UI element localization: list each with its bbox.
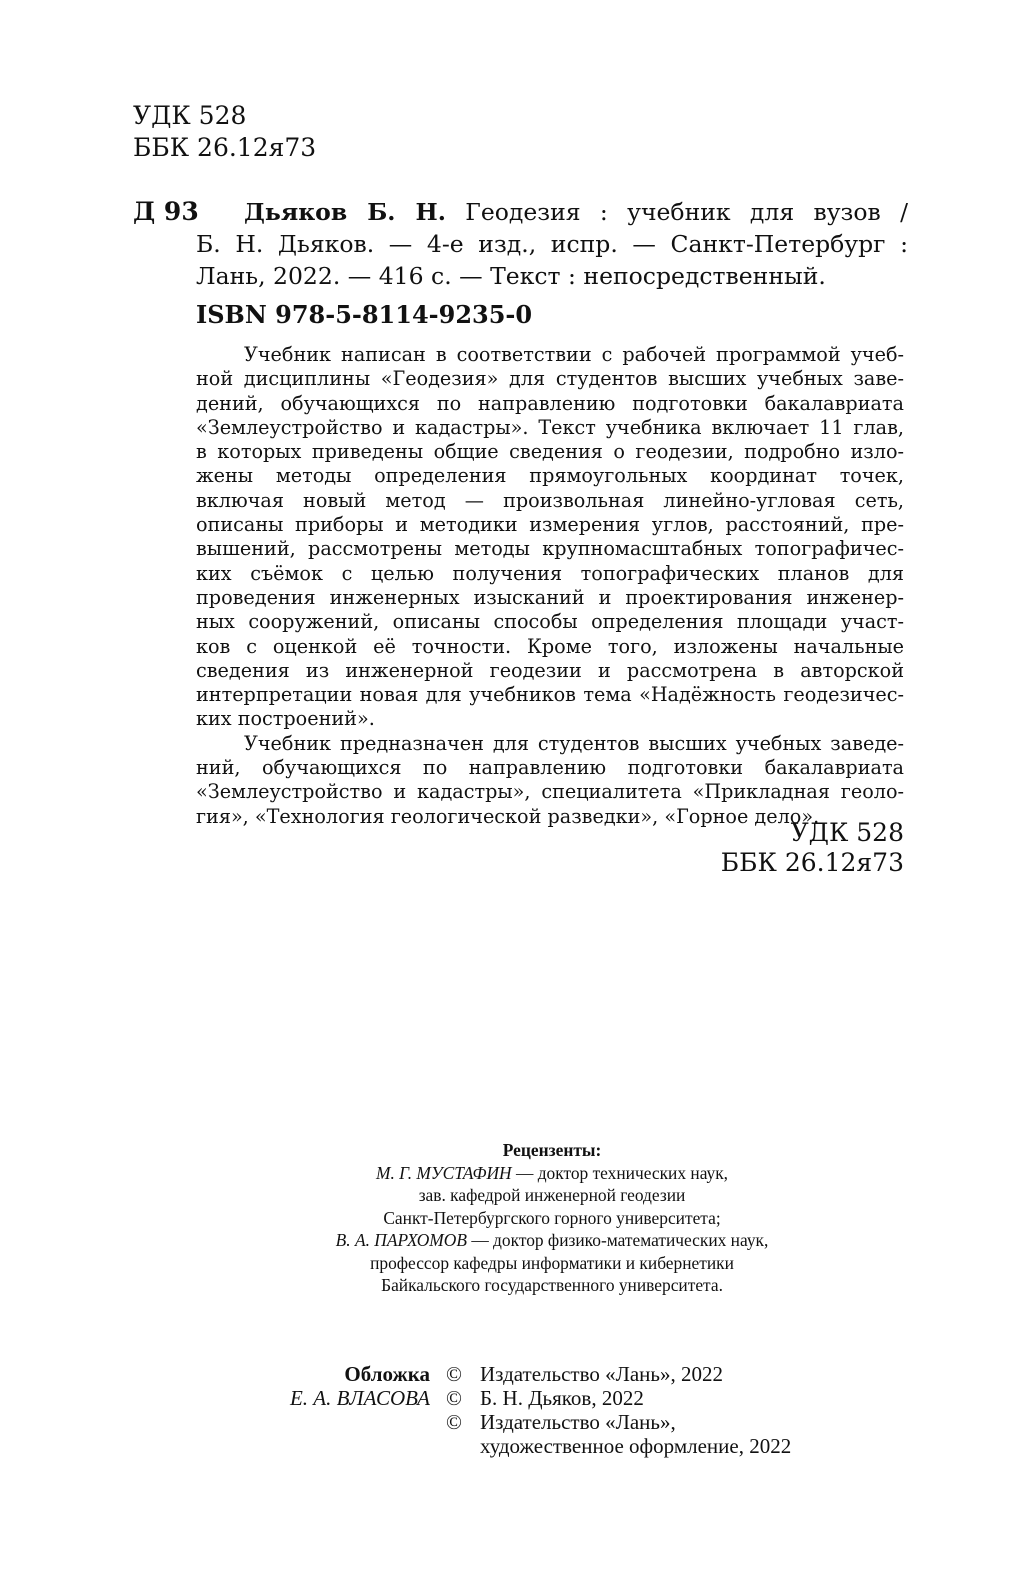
abstract-line: включая новый метод — произвольная линейно-угловая сеть,: [196, 488, 904, 512]
abstract-line: ких построений».: [196, 707, 375, 731]
bbk-code: ББК 26.12я73: [133, 133, 317, 162]
reviewer-2-line-1: [196, 1229, 908, 1252]
reviewer-2-title: — доктор физико-математических наук,: [466, 1230, 769, 1250]
classification-bottom: [721, 818, 904, 878]
abstract-line: «Землеустройство и кадастры». Текст учебника включает 11 глав,: [196, 415, 904, 439]
copyright-line: [446, 1386, 791, 1410]
isbn: ISBN 978-5-8114-9235-0: [196, 300, 533, 329]
abstract-line: сведения из инженерной геодезии и рассмотрена в авторской: [196, 658, 904, 682]
copyright-line: [446, 1362, 791, 1386]
abstract-line: проведения инженерных изысканий и проектирования инженер-: [196, 585, 904, 609]
reviewer-1-title: — доктор технических наук,: [511, 1162, 729, 1183]
cover-label: Обложка: [344, 1362, 430, 1386]
abstract-line: ких съёмок с целью получения топографических планов для: [196, 561, 904, 585]
bibliographic-entry: [196, 196, 908, 292]
reviewer-1-line-3: Санкт-Петербургского горного университета;: [383, 1207, 721, 1228]
abstract-line: ных сооружений, описаны способы определения площади участ-: [196, 610, 904, 634]
copyright-text: Издательство «Лань», 2022: [480, 1362, 723, 1386]
abstract-line: описаны приборы и методики измерения углов, расстояний, пре-: [196, 513, 904, 537]
abstract-line: в которых приведены общие сведения о геодезии, подробно изло-: [196, 440, 904, 464]
abstract-line: «Землеустройство и кадастры», специалитета «Прикладная геоло-: [196, 780, 904, 804]
abstract-line: жены методы определения прямоугольных координат точек,: [196, 464, 904, 488]
abstract-line: Учебник предназначен для студентов высших учебных заведе-: [244, 731, 904, 755]
cover-credit: [262, 1362, 430, 1410]
copyright-icon: ©: [446, 1386, 462, 1410]
author-code: Д 93: [133, 197, 199, 226]
reviewer-2-name: В. А. ПАРХОМОВ: [335, 1230, 467, 1250]
abstract-line: ной дисциплины «Геодезия» для студентов высших учебных заве-: [196, 367, 904, 391]
bib-line-2: Б. Н. Дьяков. — 4-е изд., испр. — Санкт-Петербург :: [196, 230, 908, 258]
copyright-line: [446, 1410, 791, 1434]
udk-code-bottom: УДК 528: [790, 818, 904, 847]
copyright-text: художественное оформление, 2022: [480, 1434, 792, 1458]
bib-line-3: Лань, 2022. — 416 с. — Текст : непосредственный.: [196, 262, 826, 290]
cover-artist: Е. А. ВЛАСОВА: [289, 1386, 430, 1410]
abstract-line: вышений, рассмотрены методы крупномасштабных топографичес-: [196, 537, 904, 561]
reviewers-heading: Рецензенты:: [502, 1140, 602, 1160]
reviewer-2-line-3: Байкальского государственного университета.: [381, 1275, 723, 1295]
copyright-text: Б. Н. Дьяков, 2022: [480, 1386, 644, 1410]
bbk-code-bottom: ББК 26.12я73: [720, 848, 904, 877]
abstract-line: ний, обучающихся по направлению подготовки бакалавриата: [196, 756, 904, 780]
reviewer-1-name: М. Г. МУСТАФИН: [375, 1162, 512, 1183]
copyright-icon: ©: [446, 1410, 462, 1434]
abstract-line: интерпретации новая для учебников тема «Надёжность геодезичес-: [196, 683, 904, 707]
classification-top: [133, 100, 316, 164]
abstract-line: Учебник написан в соответствии с рабочей программой учеб-: [244, 343, 904, 366]
copyright-icon: ©: [446, 1362, 462, 1386]
bib-title: Геодезия : учебник для вузов /: [465, 198, 908, 226]
copyright-block: [446, 1362, 791, 1458]
copyright-text: Издательство «Лань»,: [480, 1410, 676, 1434]
abstract-line: гия», «Технология геологической разведки», «Горное дело».: [196, 804, 820, 828]
reviewers: [196, 1139, 908, 1297]
reviewer-2-line-2: профессор кафедры информатики и кибернетики: [370, 1252, 734, 1273]
abstract: [196, 343, 904, 829]
abstract-line: дений, обучающихся по направлению подготовки бакалавриата: [196, 391, 904, 415]
bib-line-1: [196, 196, 908, 228]
reviewer-1-line-1: [196, 1162, 908, 1185]
reviewer-1-line-2: зав. кафедрой инженерной геодезии: [418, 1185, 686, 1205]
copyright-line: [446, 1434, 791, 1458]
bib-author: Дьяков Б. Н.: [244, 198, 446, 226]
abstract-line: ков с оценкой её точности. Кроме того, изложены начальные: [196, 634, 904, 658]
udk-code: УДК 528: [133, 101, 247, 130]
